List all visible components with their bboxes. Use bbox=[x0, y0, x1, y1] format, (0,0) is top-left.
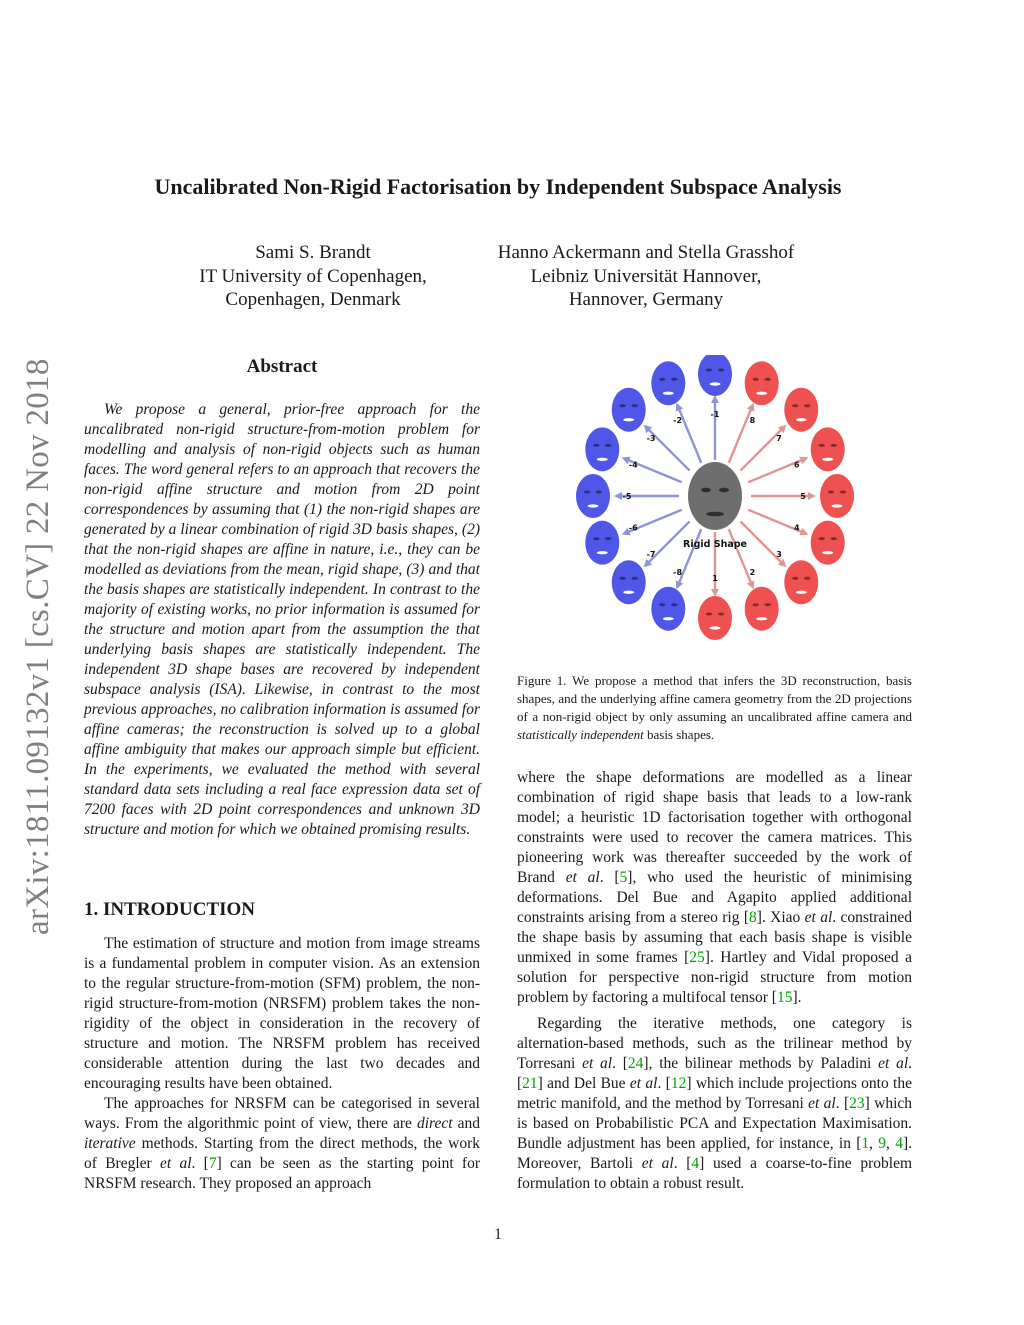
abstract-text: We propose a general, prior-free approach for the uncalibrated non-rigid structure-from-motion problem for modelling and analysis of non-rigid objects such as human faces. The word general refers to an approach that recovers the non-rigid affine structure and motion from 2D point correspondences by assuming that (1) the non-rigid shapes are generated by a linear combination of rigid 3D basis shapes, (2) that the non-rigid shapes are affine in nature, i.e., they can be modelled as deviations from the mean, rigid shape, (3) and that the basis shapes are statistically independent. In contrast to the majority of existing works, no prior information is assumed for the structure and motion apart from the assumption the that underlying basis shapes are statistically independent. The independent 3D shape bases are recovered by independent subspace analysis (ISA). Likewise, in contrast to the most previous approaches, no calibration information is assumed for affine cameras; the reconstruction is solved up to a global affine ambiguity that makes our approach simple but efficient. In the experiments, we evaluated the method with several standard data sets including a real face expression data set of 7200 faces with 2D point correspondences and unknown 3D structure and motion for which we obtained promising results. bbox=[84, 401, 480, 838]
citation-link[interactable]: 9 bbox=[878, 1135, 887, 1152]
face-eye bbox=[752, 378, 758, 381]
text-run: ] used a coarse-to-fine problem formulation to obtain a robust result. bbox=[517, 1155, 913, 1192]
text-run: basis shapes. bbox=[646, 727, 715, 742]
emphasis: et al bbox=[582, 1055, 613, 1072]
face-3 bbox=[784, 560, 818, 604]
figure-diagram bbox=[567, 355, 867, 655]
face-mouth bbox=[623, 418, 634, 421]
intro-paragraph-2 bbox=[84, 1094, 480, 1194]
face-mouth bbox=[832, 504, 843, 507]
face-eye bbox=[671, 378, 677, 381]
face--1 bbox=[698, 355, 732, 396]
citation-link[interactable]: 4 bbox=[895, 1135, 903, 1152]
face-eye bbox=[764, 378, 770, 381]
text-run: where the shape deformations are modelled as a linear combination of rigid shape basis that leads to a low-rank model; a heuristic 1D factorisation together with orthogonal constraints were used to recover the camera matrices. This pioneering work was thereafter succeeded by the work of Brand bbox=[517, 769, 912, 886]
face-eye bbox=[719, 488, 729, 493]
text-run: ]. bbox=[792, 989, 802, 1006]
face-6 bbox=[811, 427, 845, 471]
face-head bbox=[698, 355, 732, 396]
face-eye bbox=[792, 404, 798, 407]
face-eye bbox=[605, 444, 611, 447]
introduction-heading: 1. INTRODUCTION bbox=[84, 899, 256, 920]
face-eye bbox=[659, 378, 665, 381]
figure-1 bbox=[567, 355, 867, 655]
face-2 bbox=[745, 587, 779, 631]
face-mouth bbox=[663, 392, 674, 395]
arrow-2 bbox=[729, 529, 752, 584]
right-paragraph-2 bbox=[517, 1014, 912, 1194]
face-eye bbox=[718, 369, 724, 372]
face-label-5: 5 bbox=[800, 492, 806, 501]
emphasis: iterative bbox=[84, 1135, 136, 1152]
face-7 bbox=[784, 388, 818, 432]
face-mouth bbox=[597, 458, 608, 461]
text-run: and bbox=[457, 1115, 480, 1132]
face-mouth bbox=[706, 512, 724, 517]
face-head bbox=[576, 474, 610, 518]
face-label--5: -5 bbox=[622, 492, 632, 501]
face-head bbox=[698, 596, 732, 640]
face-mouth bbox=[588, 504, 599, 507]
face-head bbox=[811, 427, 845, 471]
face-label-8: 8 bbox=[749, 416, 756, 426]
face-eye bbox=[620, 577, 626, 580]
face-eye bbox=[620, 404, 626, 407]
citation-link[interactable]: 4 bbox=[691, 1155, 700, 1172]
citation-link[interactable]: 8 bbox=[749, 909, 757, 926]
author-name: Sami S. Brandt bbox=[255, 242, 371, 263]
face-mouth bbox=[756, 617, 767, 620]
author-block-right bbox=[476, 241, 816, 312]
face-eye bbox=[593, 537, 599, 540]
face-eye bbox=[752, 603, 758, 606]
face-label-3: 3 bbox=[776, 549, 782, 559]
face-mouth bbox=[796, 418, 807, 421]
face-mouth bbox=[663, 617, 674, 620]
face-label--1: -1 bbox=[710, 410, 720, 419]
face--5 bbox=[576, 474, 610, 518]
face-1 bbox=[698, 596, 732, 640]
text-run: ]. Xiao bbox=[756, 909, 801, 926]
citation-link[interactable]: 12 bbox=[670, 1075, 687, 1092]
face-eye bbox=[632, 577, 638, 580]
face-head bbox=[745, 587, 779, 631]
emphasis: et al bbox=[878, 1055, 909, 1072]
text-run: . [ bbox=[599, 869, 620, 886]
emphasis: et al bbox=[641, 1155, 674, 1172]
citation-link[interactable]: 15 bbox=[776, 989, 793, 1006]
face--3 bbox=[612, 388, 646, 432]
face--4 bbox=[585, 427, 619, 471]
emphasis: direct bbox=[416, 1115, 453, 1132]
text-run: . [ bbox=[191, 1155, 209, 1172]
text-run: ] can be seen as the starting point for NRSFM research. They proposed an approach bbox=[84, 1155, 481, 1192]
abstract-heading: Abstract bbox=[246, 356, 318, 377]
face-4 bbox=[811, 521, 845, 565]
text-run: . [ bbox=[835, 1095, 850, 1112]
text-run: Regarding the iterative methods, one category is alternation-based methods, such as the trilinear method by Torresani bbox=[517, 1015, 912, 1072]
emphasis: et al bbox=[804, 909, 833, 926]
face-eye bbox=[718, 613, 724, 616]
citation-link[interactable]: 24 bbox=[627, 1055, 644, 1072]
text-run: . [ bbox=[673, 1155, 692, 1172]
text-run: ], the bilinear methods by Paladini bbox=[643, 1055, 872, 1072]
right-column-body bbox=[517, 768, 912, 1200]
face-mouth bbox=[822, 458, 833, 461]
arrowhead--5 bbox=[614, 492, 622, 500]
emphasis: et al bbox=[565, 869, 600, 886]
face-eye bbox=[828, 491, 834, 494]
face-eye bbox=[706, 369, 712, 372]
text-run: , bbox=[886, 1135, 896, 1152]
rigid-shape-label: Rigid Shape bbox=[683, 539, 747, 550]
face-label--4: -4 bbox=[628, 460, 638, 470]
citation-link[interactable]: 25 bbox=[689, 949, 705, 966]
citation-link[interactable]: 7 bbox=[208, 1155, 217, 1172]
page-number: 1 bbox=[494, 1226, 502, 1243]
face-eye bbox=[840, 491, 846, 494]
face-head bbox=[651, 361, 685, 405]
face-label--7: -7 bbox=[646, 549, 656, 559]
face-label--3: -3 bbox=[646, 434, 656, 444]
face-eye bbox=[804, 404, 810, 407]
author-location: Copenhagen, Denmark bbox=[225, 289, 401, 310]
face-head bbox=[612, 388, 646, 432]
emphasis: et al bbox=[159, 1155, 192, 1172]
face-eye bbox=[819, 444, 825, 447]
citation-link[interactable]: 21 bbox=[522, 1075, 538, 1092]
text-run: ]. Hartley and Vidal proposed a solution for perspective non-rigid structure from motion problem by factoring a multifocal tensor [ bbox=[517, 949, 912, 1006]
right-paragraph-1 bbox=[517, 768, 912, 1008]
arrowhead--1 bbox=[711, 395, 719, 403]
emphasis: statistically independent bbox=[517, 727, 644, 742]
author-name: Hanno Ackermann and Stella Grasshof bbox=[497, 242, 795, 263]
face-eye bbox=[671, 603, 677, 606]
face-eye bbox=[701, 488, 711, 493]
face-head bbox=[784, 388, 818, 432]
face-eye bbox=[632, 404, 638, 407]
face-head bbox=[811, 521, 845, 565]
face-eye bbox=[593, 444, 599, 447]
arrowhead-5 bbox=[808, 492, 816, 500]
author-affiliation: IT University of Copenhagen, bbox=[199, 265, 427, 287]
text-run: ] which include projections onto the metric manifold, and the method by Torresani bbox=[517, 1075, 912, 1112]
arxiv-identifier: arXiv:1811.09132v1 [cs.CV] 22 Nov 2018 bbox=[20, 358, 56, 935]
face-label--6: -6 bbox=[628, 523, 638, 533]
face-eye bbox=[819, 537, 825, 540]
face-5 bbox=[820, 474, 854, 518]
face-eye bbox=[706, 613, 712, 616]
figure-caption bbox=[517, 672, 912, 744]
face-head bbox=[745, 361, 779, 405]
text-run: ], who used the heuristic of minimising deformations. Del Bue and Agapito applied additional constraints arising from a stereo rig [ bbox=[517, 869, 912, 926]
face-eye bbox=[659, 603, 665, 606]
face-eye bbox=[605, 537, 611, 540]
text-run: ]. Moreover, Bartoli bbox=[517, 1135, 912, 1172]
text-run: . constrained the shape basis by assuming that each basis shape is visible unmixed in some frames [ bbox=[517, 909, 912, 966]
text-run: . [ bbox=[657, 1075, 671, 1092]
author-affiliation: Leibniz Universität Hannover, bbox=[530, 265, 762, 287]
face-mouth bbox=[710, 626, 721, 629]
text-run: The approaches for NRSFM can be categorised in several ways. From the algorithmic point of view, there are bbox=[84, 1095, 480, 1132]
rigid-shape-face bbox=[688, 462, 742, 530]
citation-link[interactable]: 5 bbox=[619, 869, 628, 886]
face--8 bbox=[651, 587, 685, 631]
face-mouth bbox=[597, 551, 608, 554]
text-run: . [ bbox=[517, 1055, 913, 1092]
face-mouth bbox=[710, 382, 721, 385]
face-label-1: 1 bbox=[712, 574, 718, 583]
face-mouth bbox=[822, 551, 833, 554]
author-location: Hannover, Germany bbox=[568, 289, 724, 310]
face-eye bbox=[596, 491, 602, 494]
face-head bbox=[651, 587, 685, 631]
face--6 bbox=[585, 521, 619, 565]
face-head bbox=[612, 560, 646, 604]
face-eye bbox=[831, 537, 837, 540]
face-mouth bbox=[756, 392, 767, 395]
text-run: methods. Starting from the direct methods, the work of Bregler bbox=[84, 1135, 480, 1172]
emphasis: et al bbox=[629, 1075, 658, 1092]
face--7 bbox=[612, 560, 646, 604]
face-label--2: -2 bbox=[673, 416, 683, 426]
face-label-6: 6 bbox=[793, 460, 800, 470]
text-run: ] which is based on Probabilistic PCA and Expectation Maximisation. Bundle adjustment has been applied, for instance, in [ bbox=[517, 1095, 913, 1152]
face-label-2: 2 bbox=[749, 567, 756, 577]
text-run: . [ bbox=[612, 1055, 628, 1072]
paper-title: Uncalibrated Non-Rigid Factorisation by Independent Subspace Analysis bbox=[154, 174, 842, 199]
face-eye bbox=[792, 577, 798, 580]
face-head bbox=[820, 474, 854, 518]
text-run: , bbox=[869, 1135, 879, 1152]
arrowhead-1 bbox=[711, 589, 719, 597]
citation-link[interactable]: 1 bbox=[861, 1135, 870, 1152]
citation-link[interactable]: 23 bbox=[849, 1095, 865, 1112]
face-label-4: 4 bbox=[793, 523, 800, 533]
face-mouth bbox=[796, 591, 807, 594]
arrow-8 bbox=[729, 407, 752, 462]
emphasis: et al bbox=[808, 1095, 836, 1112]
face-eye bbox=[764, 603, 770, 606]
face-eye bbox=[804, 577, 810, 580]
text-run: Figure 1. We propose a method that infers the 3D reconstruction, basis shapes, and the underlying affine camera geometry from the 2D projections of a non-rigid object by only assuming an uncalibrated affine camera and bbox=[517, 673, 912, 724]
face-head bbox=[784, 560, 818, 604]
face-label-7: 7 bbox=[776, 434, 782, 444]
text-run: ] and Del Bue bbox=[537, 1075, 626, 1092]
face-eye bbox=[584, 491, 590, 494]
face--2 bbox=[651, 361, 685, 405]
author-block-left bbox=[163, 241, 463, 312]
face-eye bbox=[831, 444, 837, 447]
face-head bbox=[585, 427, 619, 471]
face-8 bbox=[745, 361, 779, 405]
face-head bbox=[585, 521, 619, 565]
face-mouth bbox=[623, 591, 634, 594]
intro-paragraph-1: The estimation of structure and motion from image streams is a fundamental problem in computer vision. As an extension to the regular structure-from-motion (SFM) problem, the non-rigid structure-from-motion (NRSFM) problem takes the non-rigidity of the object in consideration in the recovery of structure and motion. The NRSFM problem has received considerable attention during the last two decades and encouraging results have been obtained. bbox=[84, 935, 480, 1092]
face-label--8: -8 bbox=[673, 567, 683, 577]
introduction-body bbox=[84, 934, 480, 1194]
